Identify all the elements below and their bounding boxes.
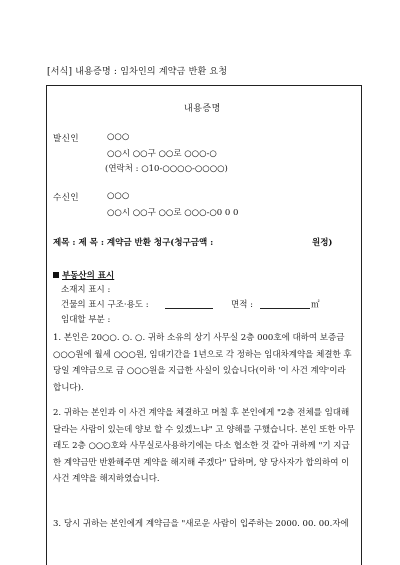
- subject-suffix: 원정): [312, 238, 333, 248]
- paragraph-3-text: 당시 귀하는 본인에게 계약금을 "새로운 사람이 입주하는 2000. 00. 00.자에: [63, 519, 349, 529]
- document-frame: [46, 85, 362, 565]
- area-unit: ㎡: [311, 300, 320, 310]
- paragraph-3: [53, 516, 355, 534]
- paragraph-2: [53, 405, 355, 488]
- property-building-label: 건물의 표시 구조·용도 :: [61, 300, 149, 310]
- sender-address: ○○시 ○○구 ○○로 ○○○-○: [107, 149, 217, 159]
- property-heading: [53, 269, 114, 281]
- building-blank-line: [165, 308, 213, 309]
- sender-label: 발신인: [53, 134, 80, 144]
- property-area-label: 면적 :: [231, 300, 253, 310]
- paragraph-2-text: 귀하는 본인과 이 사건 계약을 체결하고 며칠 후 본인에게 "2층 전체를 임대해 달라는 사람이 있는데 양보 할 수 있겠느냐" 고 양해를 구했습니다. 본인 또한 아무래도 2층 ○○○호와 사무실로사용하기에는 다소 협소한 것 같아 귀하께 "기 지급한 계약금만 반환해주면 계약을 해지해 주겠다" 답하며, 양 당사자가 합의하여 이 사건 계약을 해지하였습니다.: [53, 408, 355, 484]
- property-heading-text: 부동산의 표시: [62, 271, 115, 281]
- sender-contact: (연락처 : ○10-○○○○-○○○○): [105, 164, 228, 174]
- area-blank-line: [260, 308, 310, 309]
- square-bullet-icon: [53, 272, 59, 278]
- recipient-address: ○○시 ○○구 ○○로 ○○○-○0 0 0: [107, 208, 239, 218]
- paragraph-3-number: 3.: [53, 519, 62, 529]
- document-title: 내용증명: [184, 104, 221, 114]
- sender-name: ○○○: [107, 132, 130, 142]
- paragraph-2-number: 2.: [53, 408, 62, 418]
- paragraph-1: [53, 330, 355, 396]
- subject-line: 제목 : 제 목 : 계약금 반환 청구(청구금액 :: [53, 238, 214, 248]
- property-location-label: 소재지 표시 :: [61, 285, 111, 295]
- recipient-name: ○○○: [107, 191, 130, 201]
- form-title: [서식] 내용증명 : 임차인의 계약금 반환 요청: [47, 67, 228, 77]
- recipient-label: 수신인: [53, 193, 80, 203]
- paragraph-1-text: 본인은 20○○. ○. ○. 귀하 소유의 상기 사무실 2층 000호에 대하여 보증금 ○○○원에 월세 ○○○원, 임대기간을 1년으로 각 정하는 임대차계약을 체결한 후 당일 계약금으로 금 ○○○원을 지급한 사실이 있습니다(이하 '이 사건 계약'이라 합니다).: [53, 333, 352, 393]
- paragraph-1-number: 1.: [53, 333, 62, 343]
- property-rental-part-label: 임대할 부분 :: [61, 315, 111, 325]
